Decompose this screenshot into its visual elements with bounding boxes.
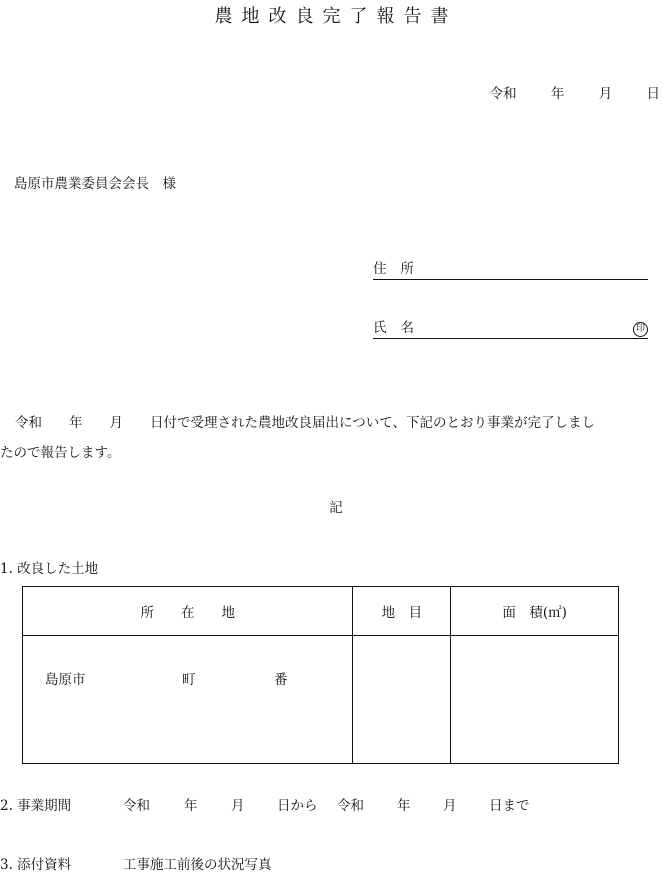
seal-mark-icon: 印 — [633, 322, 648, 337]
name-label: 氏名 — [373, 320, 428, 336]
location-city: 島原市 — [45, 672, 86, 688]
date-month: 月 — [598, 86, 613, 102]
column-header-area: 面 積(㎡) — [451, 587, 619, 636]
document-title: 農地改良完了報告書 — [214, 6, 458, 27]
period-start-era: 令和 — [123, 798, 150, 814]
section-1-heading: 1. 改良した土地 — [0, 561, 99, 577]
land-category-cell[interactable] — [353, 636, 451, 764]
section-3-heading: 3. 添付資料 — [0, 857, 72, 873]
address-field[interactable] — [373, 259, 648, 280]
location-cell[interactable] — [23, 636, 353, 764]
column-header-location: 所 在 地 — [23, 587, 353, 636]
body-line-1: 令和 年 月 日付で受理された農地改良届出について、下記のとおり事業が完了しまし — [15, 415, 595, 431]
column-header-land-category: 地 目 — [353, 587, 451, 636]
date-day: 日 — [646, 86, 660, 102]
report-date — [490, 82, 660, 102]
date-era: 令和 — [489, 86, 517, 102]
period-start-day: 日から — [277, 798, 318, 814]
location-town: 町 — [182, 672, 196, 688]
ki-heading: 記 — [329, 500, 343, 516]
table-row — [23, 636, 619, 764]
table-header-row — [23, 587, 619, 636]
period-end-day: 日まで — [489, 798, 530, 814]
date-year: 年 — [550, 86, 565, 102]
period-start-month: 月 — [231, 798, 245, 814]
addressee: 島原市農業委員会会長 様 — [14, 176, 176, 192]
period-end-era: 令和 — [337, 798, 364, 814]
address-label: 住所 — [373, 261, 428, 277]
location-ban: 番 — [274, 672, 288, 688]
body-line-2: たので報告します。 — [0, 445, 121, 461]
area-cell[interactable] — [451, 636, 619, 764]
attachment-value: 工事施工前後の状況写真 — [123, 857, 272, 873]
section-2-heading: 2. 事業期間 — [0, 798, 72, 814]
land-table — [22, 586, 619, 764]
report-body — [0, 408, 672, 468]
period-end-month: 月 — [443, 798, 457, 814]
period-start-year: 年 — [184, 798, 198, 814]
period-end-year: 年 — [397, 798, 411, 814]
name-field[interactable] — [373, 318, 648, 339]
